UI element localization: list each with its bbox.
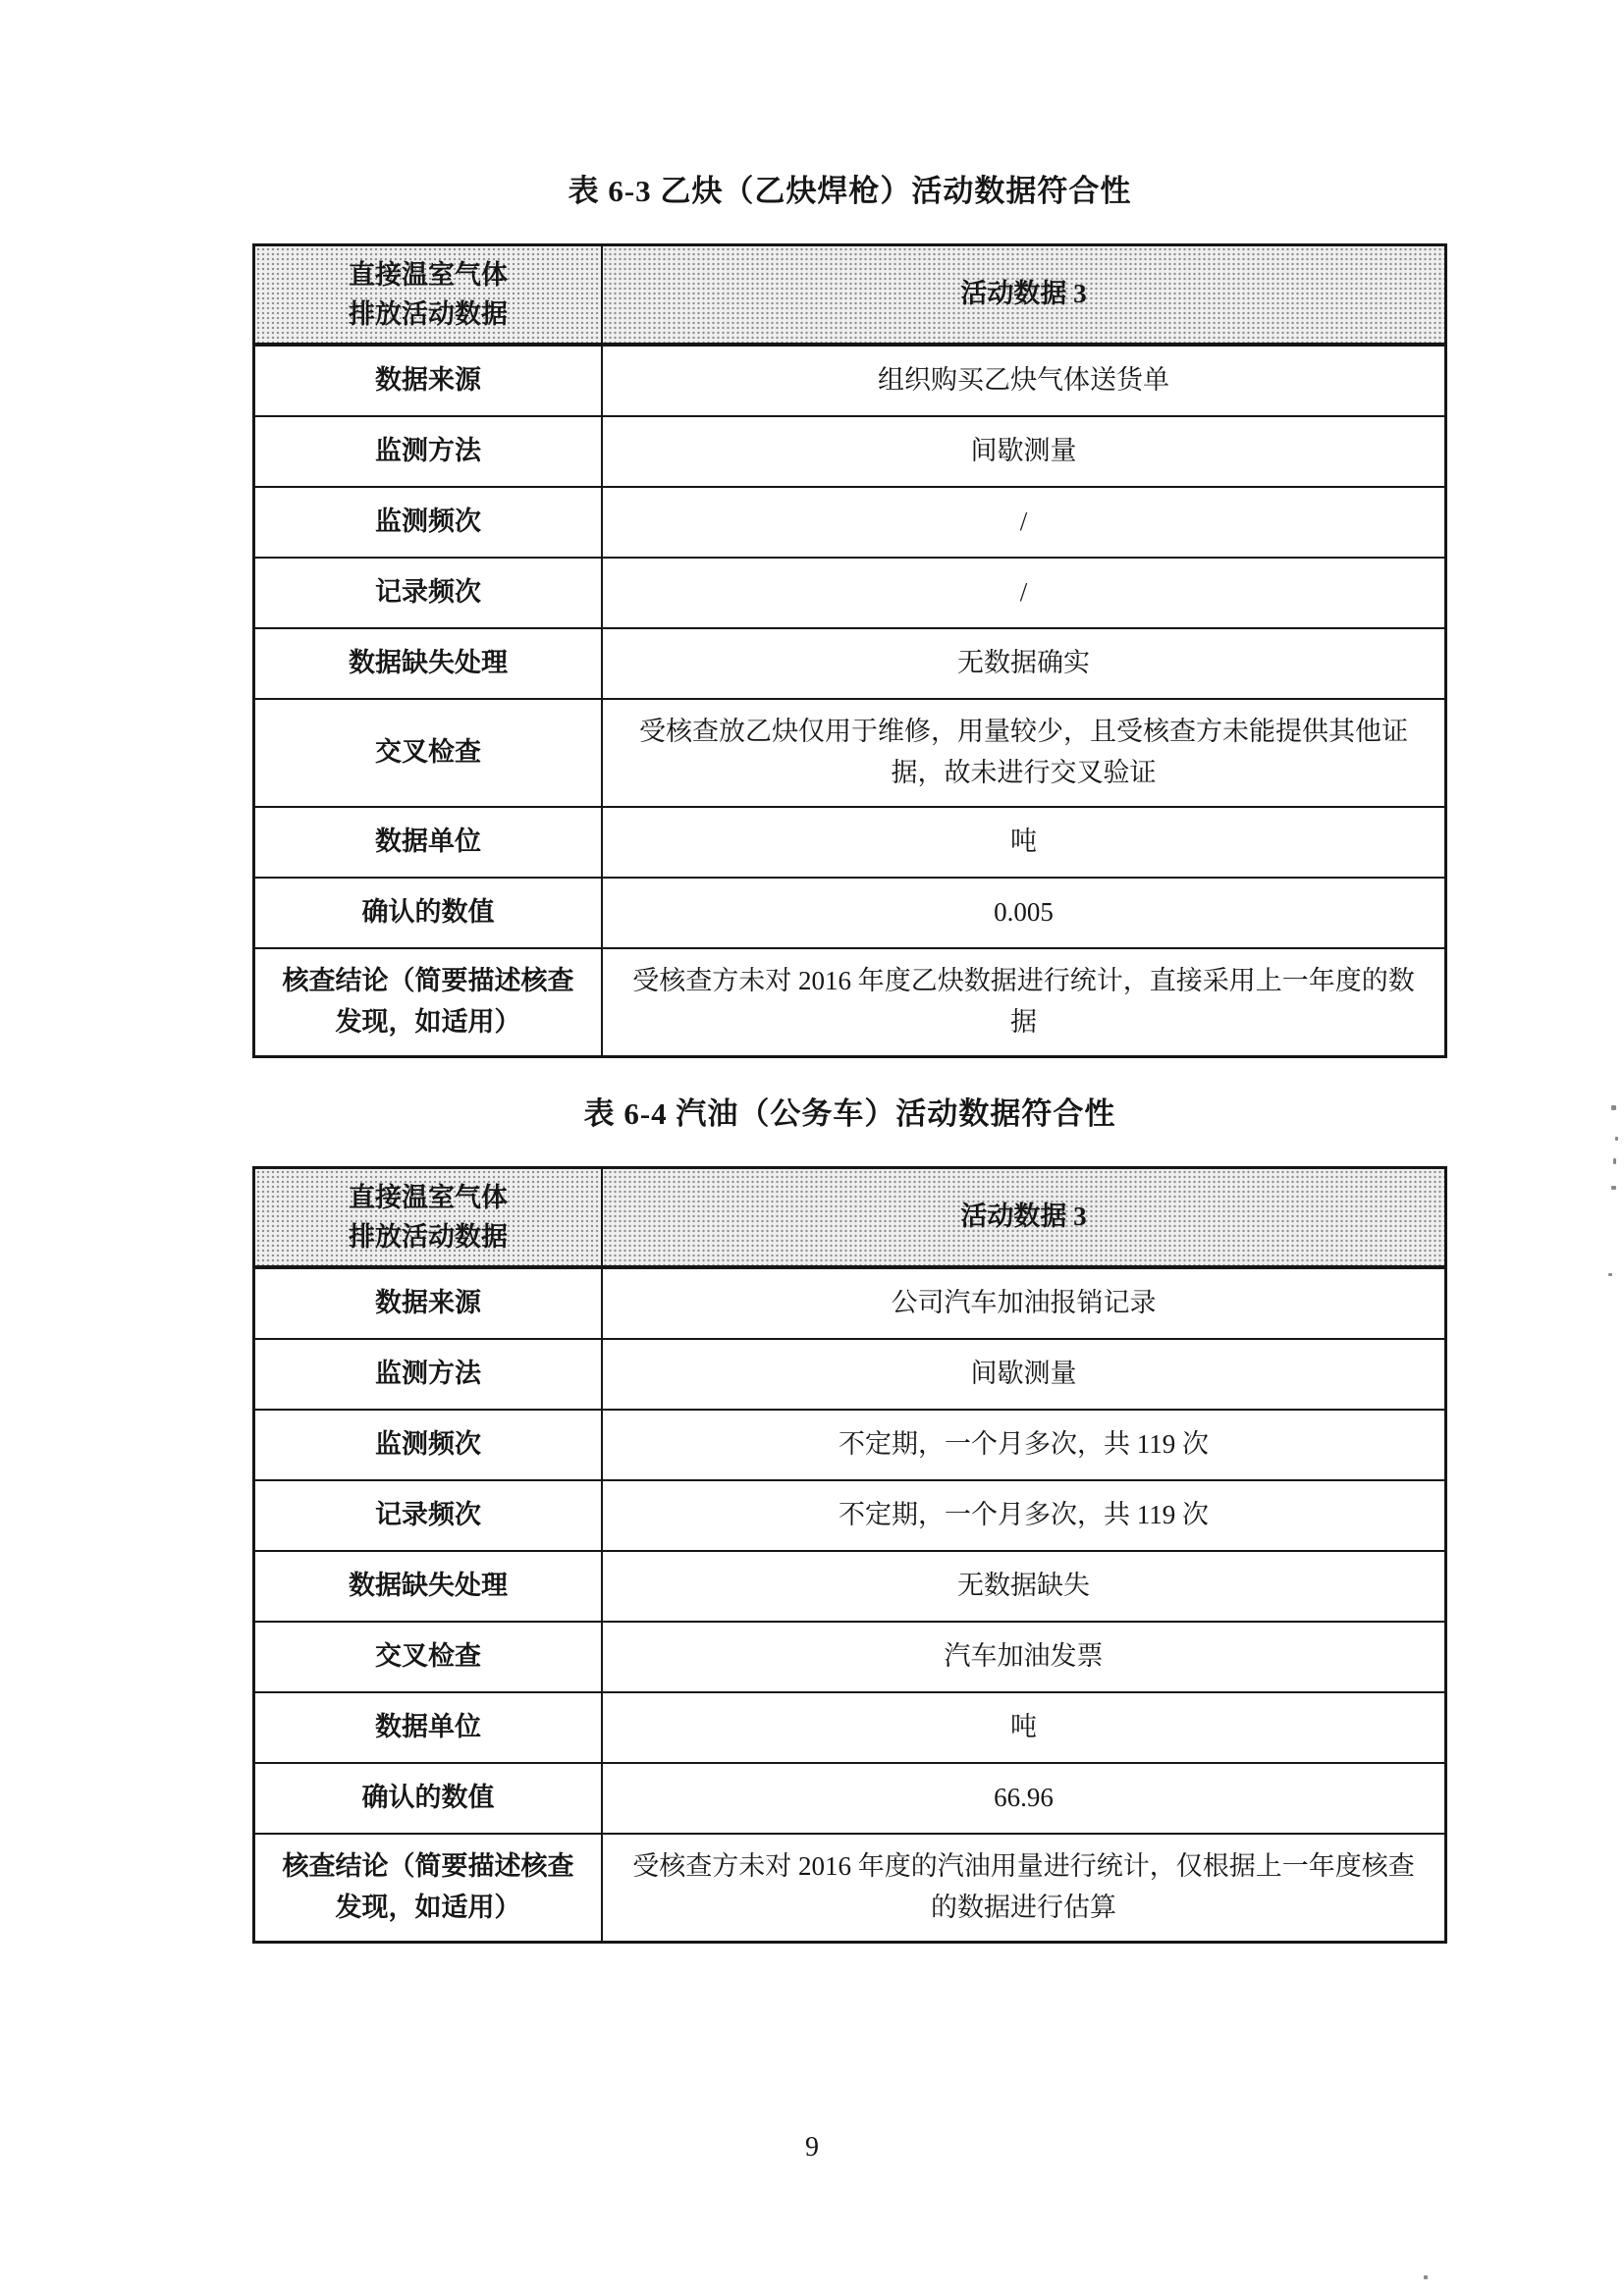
row-label: 数据来源: [254, 345, 603, 416]
row-label: 确认的数值: [254, 878, 603, 948]
table-row: [254, 558, 1446, 628]
table-header-row: [254, 1168, 1446, 1268]
table-row: [254, 345, 1446, 416]
row-value: 受核查方未对 2016 年度的汽油用量进行统计，仅根据上一年度核查的数据进行估算: [602, 1834, 1446, 1943]
row-label: 监测频次: [254, 487, 603, 558]
row-label: 数据单位: [254, 1692, 603, 1763]
row-value: 66.96: [602, 1763, 1446, 1834]
scan-artifact: [1611, 1186, 1616, 1190]
table-6-4-section: [252, 1092, 1447, 1944]
row-label: 记录频次: [254, 1480, 603, 1551]
page-number: 9: [805, 2132, 819, 2163]
scan-artifact: [1424, 2275, 1428, 2279]
row-value: 吨: [602, 807, 1446, 878]
table-row: [254, 1339, 1446, 1410]
table-row: [254, 1480, 1446, 1551]
row-label: 监测频次: [254, 1410, 603, 1480]
row-value: 组织购买乙炔气体送货单: [602, 345, 1446, 416]
table-row: [254, 487, 1446, 558]
row-label: 数据缺失处理: [254, 628, 603, 699]
table-row: [254, 1763, 1446, 1834]
header-label-line2: 排放活动数据: [349, 1222, 508, 1252]
row-label: 数据缺失处理: [254, 1551, 603, 1622]
row-label: 数据来源: [254, 1267, 603, 1339]
row-value: 无数据缺失: [602, 1551, 1446, 1622]
table-6-3-section: [252, 169, 1447, 1058]
header-label-line1: 直接温室气体: [349, 1182, 508, 1212]
table-row: [254, 948, 1446, 1057]
table-6-3-title: 表 6-3 乙炔（乙炔焊枪）活动数据符合性: [568, 174, 1132, 208]
table-row: [254, 1267, 1446, 1339]
header-label-cell: [254, 245, 603, 346]
row-value: 不定期，一个月多次，共 119 次: [602, 1410, 1446, 1480]
scan-artifact: [1613, 1158, 1616, 1164]
row-value: 间歇测量: [602, 416, 1446, 487]
scan-artifact: [1615, 1137, 1618, 1141]
row-value: 受核查方未对 2016 年度乙炔数据进行统计，直接采用上一年度的数据: [602, 948, 1446, 1057]
header-label-line2: 排放活动数据: [349, 299, 508, 329]
row-label: 核查结论（简要描述核查发现，如适用）: [254, 1834, 603, 1943]
row-value: 无数据确实: [602, 628, 1446, 699]
row-label: 交叉检查: [254, 699, 603, 807]
table-row: [254, 1410, 1446, 1480]
row-value: 公司汽车加油报销记录: [602, 1267, 1446, 1339]
row-value: /: [602, 558, 1446, 628]
header-label-cell: [254, 1168, 603, 1268]
table-6-4-title: 表 6-4 汽油（公务车）活动数据符合性: [583, 1096, 1116, 1131]
table-row: [254, 1551, 1446, 1622]
table-header-row: [254, 245, 1446, 346]
table-6-4: [252, 1166, 1447, 1944]
row-value: 0.005: [602, 878, 1446, 948]
row-label: 监测方法: [254, 416, 603, 487]
table-row: [254, 699, 1446, 807]
row-value: 不定期，一个月多次，共 119 次: [602, 1480, 1446, 1551]
table-row: [254, 807, 1446, 878]
header-value-cell: 活动数据 3: [602, 1168, 1446, 1268]
row-value: 间歇测量: [602, 1339, 1446, 1410]
scan-artifact: [1611, 1105, 1616, 1110]
table-row: [254, 1622, 1446, 1692]
row-value: 汽车加油发票: [602, 1622, 1446, 1692]
scan-artifact: [1608, 1273, 1612, 1276]
header-label-line1: 直接温室气体: [349, 259, 508, 290]
row-label: 监测方法: [254, 1339, 603, 1410]
row-label: 确认的数值: [254, 1763, 603, 1834]
row-value: 吨: [602, 1692, 1446, 1763]
row-label: 数据单位: [254, 807, 603, 878]
table-6-3: [252, 243, 1447, 1058]
row-label: 核查结论（简要描述核查发现，如适用）: [254, 948, 603, 1057]
table-row: [254, 1692, 1446, 1763]
header-value-cell: 活动数据 3: [602, 245, 1446, 346]
row-label: 交叉检查: [254, 1622, 603, 1692]
table-row: [254, 878, 1446, 948]
table-row: [254, 1834, 1446, 1943]
table-row: [254, 628, 1446, 699]
row-value: /: [602, 487, 1446, 558]
row-label: 记录频次: [254, 558, 603, 628]
row-value: 受核查放乙炔仅用于维修，用量较少，且受核查方未能提供其他证据，故未进行交叉验证: [602, 699, 1446, 807]
table-row: [254, 416, 1446, 487]
